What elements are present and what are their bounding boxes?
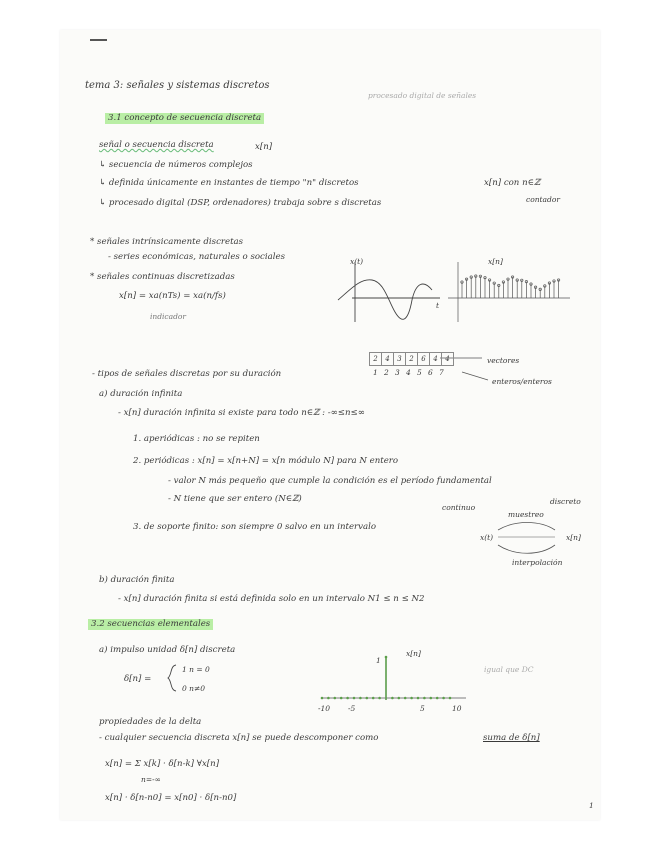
- page-title: tema 3: señales y sistemas discretos: [85, 80, 270, 91]
- sampling-formula: x[n] = xa(nTs) = xa(n/fs): [119, 291, 226, 301]
- bullet-complex: ↳ secuencia de números complejos: [99, 160, 253, 170]
- finite-duration-def: - x[n] duración finita si está definida solo en un intervalo N1 ≤ n ≤ N2: [118, 594, 425, 604]
- discretized-signals: * señales continuas discretizadas: [90, 272, 235, 282]
- vector-index: 3: [395, 368, 400, 377]
- vector-index: 4: [406, 368, 411, 377]
- term-label: señal o secuencia discreta: [99, 140, 214, 150]
- delta-case-1: 1 n = 0: [182, 665, 210, 674]
- integer-period-note: - N tiene que ser entero (N∈ℤ): [168, 494, 302, 504]
- decomposition-equation: x[n] = Σ x[k] · δ[n-k] ∀x[n]: [105, 759, 220, 769]
- impulse-sample: [366, 697, 369, 700]
- impulse-sample: [327, 697, 330, 700]
- sum-limits: n=-∞: [141, 775, 161, 784]
- impulse-sample: [346, 697, 349, 700]
- impulse-sample: [417, 697, 420, 700]
- impulse-sample: [372, 697, 375, 700]
- side-note: procesado digital de señales: [368, 91, 477, 100]
- infinite-duration-heading: a) duración infinita: [99, 389, 183, 399]
- section-3-2-heading: 3.2 secuencias elementales: [88, 619, 213, 630]
- delta-def-lhs: δ[n] =: [124, 674, 152, 684]
- unit-impulse-heading: a) impulso unidad δ[n] discreta: [99, 645, 236, 655]
- vector-cell: 4: [429, 352, 442, 366]
- impulse-plot: [321, 656, 466, 700]
- vector-cell: 4: [381, 352, 394, 366]
- impulse-sample: [449, 697, 452, 700]
- continuo-label: continuo: [442, 503, 476, 512]
- vector-index: 1: [373, 368, 378, 377]
- impulse-tick-label: 10: [452, 704, 462, 713]
- impulse-sample: [404, 697, 407, 700]
- impulse-sample: [398, 697, 401, 700]
- impulse-sample: [423, 697, 426, 700]
- periodic-item: 2. periódicas : x[n] = x[n+N] = x[n módulo N] para N entero: [133, 456, 399, 466]
- plot2-label: x[n]: [488, 257, 503, 266]
- impulse-tick-label: -10: [318, 704, 331, 713]
- impulse-one: 1: [376, 656, 381, 665]
- term-symbol: x[n]: [255, 142, 273, 152]
- bullet-discrete-time: ↳ definida únicamente en instantes de tiempo "n" discretos: [99, 178, 359, 188]
- vector-cell: 2: [369, 352, 382, 366]
- discrete-signal-plot: [448, 262, 570, 322]
- vectors-label: vectores: [487, 356, 520, 365]
- vector-index: 7: [439, 368, 444, 377]
- impulse-sample: [436, 697, 439, 700]
- impulse-sample: [391, 697, 394, 700]
- fundamental-period-note: - valor N más pequeño que cumple la condición es el período fundamental: [168, 476, 492, 486]
- impulse-plot-label: x[n]: [406, 649, 421, 658]
- impulse-tick-label: 5: [420, 704, 425, 713]
- impulse-tick-label: -5: [348, 704, 356, 713]
- delta-properties: propiedades de la delta: [99, 717, 202, 727]
- impulse-sample: [385, 656, 388, 659]
- interpolacion-label: interpolación: [512, 558, 563, 567]
- section-3-1-heading: 3.1 concepto de secuencia discreta: [105, 113, 264, 124]
- impulse-sample: [353, 697, 356, 700]
- impulse-sample: [442, 697, 445, 700]
- finite-duration-heading: b) duración finita: [99, 575, 175, 585]
- plot1-axis: t: [436, 301, 440, 310]
- infinite-duration-def: - x[n] duración infinita si existe para todo n∈ℤ : -∞≤n≤∞: [118, 408, 365, 418]
- bullet-discrete-time-tail: x[n] con n∈ℤ: [484, 178, 541, 188]
- vector-cells: [370, 352, 454, 366]
- duration-intro: - tipos de señales discretas por su duración: [92, 369, 282, 379]
- muestreo-label: muestreo: [508, 510, 544, 519]
- impulse-sample: [359, 697, 362, 700]
- vectors-sub: enteros/enteros: [492, 377, 552, 386]
- sifting-equation: x[n] · δ[n-n0] = x[n0] · δ[n-n0]: [105, 793, 237, 803]
- vector-cell: 3: [393, 352, 406, 366]
- discreto-label: discreto: [550, 497, 581, 506]
- vector-index: 6: [428, 368, 433, 377]
- vector-cell: 4: [441, 352, 454, 366]
- dc-note: igual que DC: [484, 665, 534, 674]
- vector-cell: 2: [405, 352, 418, 366]
- vector-cell: 6: [417, 352, 430, 366]
- sampling-arrows: [498, 523, 555, 554]
- impulse-sample: [430, 697, 433, 700]
- finite-support-item: 3. de soporte finito: son siempre 0 salvo en un intervalo: [133, 522, 377, 532]
- plot1-label: x(t): [350, 257, 364, 266]
- impulse-sample: [334, 697, 337, 700]
- xn-label: x[n]: [566, 533, 581, 542]
- delta-property-1-tail: suma de δ[n]: [483, 733, 540, 743]
- vector-index: 2: [384, 368, 389, 377]
- contador-note: contador: [526, 195, 560, 204]
- impulse-sample: [340, 697, 343, 700]
- indicador-note: indicador: [150, 312, 187, 321]
- impulse-sample: [410, 697, 413, 700]
- aperiodic-item: 1. aperiódicas : no se repiten: [133, 434, 260, 444]
- intrinsic-signals: * señales intrínsicamente discretas: [90, 237, 244, 247]
- impulse-sample: [378, 697, 381, 700]
- intrinsic-examples: - series económicas, naturales o sociales: [108, 252, 285, 262]
- delta-case-2: 0 n≠0: [182, 684, 206, 693]
- continuous-signal-plot: [338, 262, 440, 322]
- xt-label: x(t): [480, 533, 494, 542]
- impulse-sample: [321, 697, 324, 700]
- vector-index: 5: [417, 368, 422, 377]
- delta-property-1: - cualquier secuencia discreta x[n] se puede descomponer como: [99, 733, 379, 743]
- bullet-dsp: ↳ procesado digital (DSP, ordenadores) trabaja sobre s discretas: [99, 198, 382, 208]
- enteros-arrow: [462, 372, 488, 380]
- page-number: 1: [589, 801, 594, 810]
- case-brace: [168, 665, 176, 691]
